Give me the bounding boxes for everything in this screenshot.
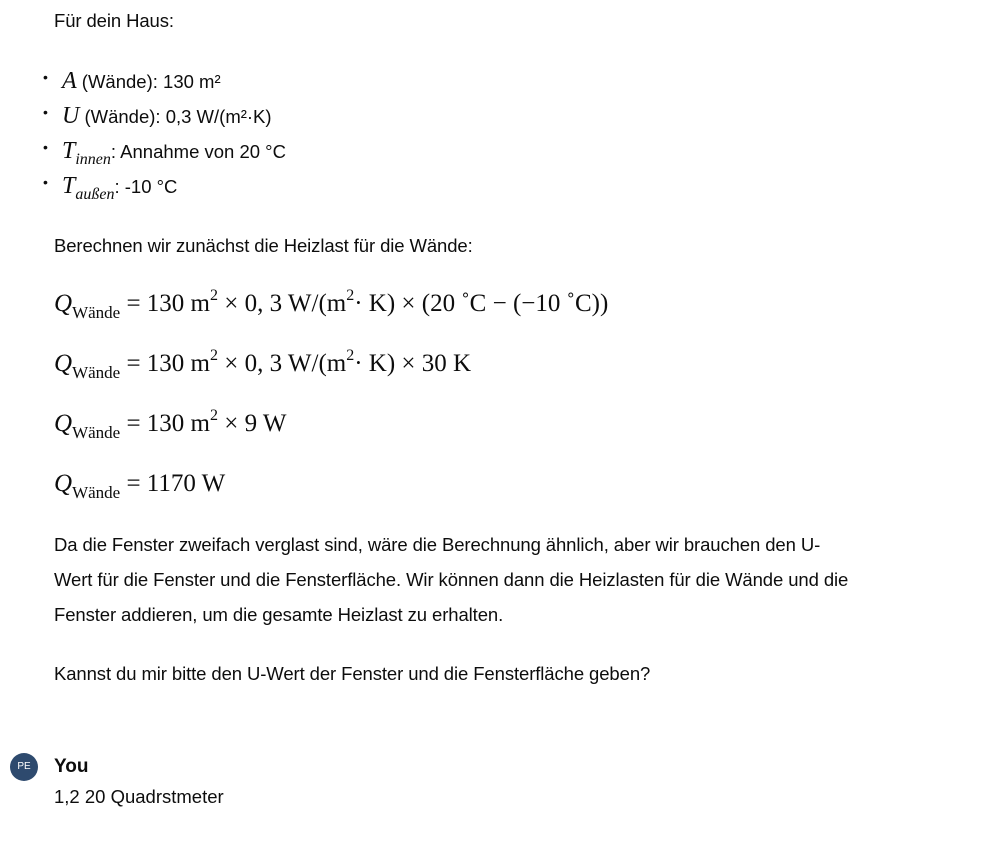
equation-2: $Q_{Wände} = 130$ $m^2 \times 0$, 3 $W/(m^2\cdot K) \times 30$ K bbox=[54, 347, 472, 382]
equation-3: $Q_{Wände} = 130$ $m^2 \times 9$ W bbox=[54, 407, 287, 442]
equation-1: $Q_{Wände} = 130$ $m^2 \times 0$, 3 $W/(m^2\cdot K) \times (20$ ˚C − (−10 ˚C)) bbox=[54, 287, 609, 322]
explanation-line-2: Wert für die Fenster und die Fensterfläche. Wir können dann die Heizlasten für die Wände und die bbox=[54, 569, 849, 590]
list-item-text: (Wände): 0,3 W/(m²·K) bbox=[79, 106, 272, 127]
user-message-text: 1,2 20 Quadrstmeter bbox=[54, 786, 224, 807]
math-variable: T bbox=[62, 138, 76, 164]
explanation-line-1: Da die Fenster zweifach verglast sind, wäre die Berechnung ähnlich, aber wir brauchen den U- bbox=[54, 534, 821, 555]
math-variable: U bbox=[62, 103, 80, 129]
bullet-icon: • bbox=[43, 104, 48, 120]
explanation-line-3: Fenster addieren, um die gesamte Heizlast zu erhalten. bbox=[54, 604, 504, 625]
bullet-icon: • bbox=[43, 69, 48, 85]
calc-intro-text: Berechnen wir zunächst die Heizlast für die Wände: bbox=[54, 235, 473, 256]
user-avatar: PE bbox=[10, 753, 38, 781]
list-item-text: : Annahme von 20 °C bbox=[110, 141, 286, 162]
list-item-text: (Wände): 130 m² bbox=[76, 71, 221, 92]
math-subscript: innen bbox=[75, 151, 111, 168]
user-name: You bbox=[54, 756, 89, 777]
math-variable: A bbox=[62, 68, 77, 94]
equation-4: $Q_{Wände} = 1170$ W bbox=[54, 470, 226, 502]
question-text: Kannst du mir bitte den U-Wert der Fenster und die Fensterfläche geben? bbox=[54, 663, 651, 684]
bullet-icon: • bbox=[43, 174, 48, 190]
math-variable: T bbox=[62, 173, 76, 199]
bullet-icon: • bbox=[43, 139, 48, 155]
math-subscript: außen bbox=[75, 186, 115, 203]
intro-text: Für dein Haus: bbox=[54, 10, 174, 31]
list-item-text: : -10 °C bbox=[114, 176, 178, 197]
